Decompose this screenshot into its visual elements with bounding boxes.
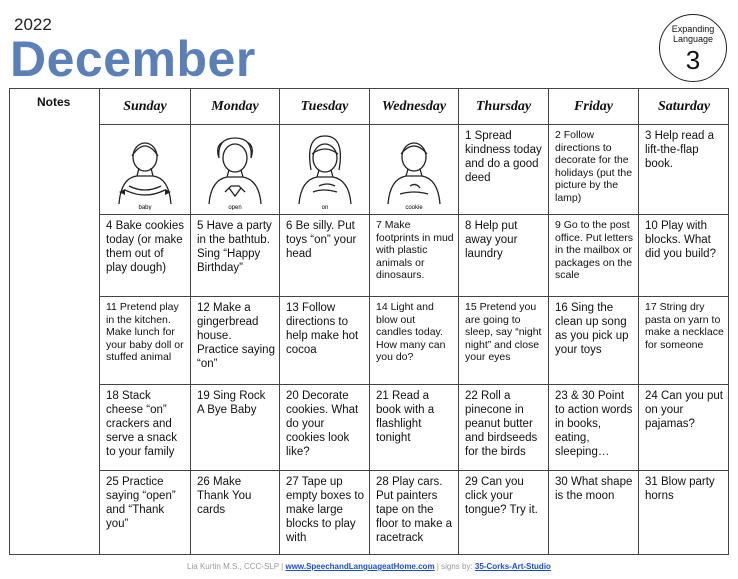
day-13: 13 Follow directions to help make hot cocoa	[280, 297, 370, 385]
day-4: 4 Bake cookies today (or make them out of play dough)	[100, 215, 191, 297]
footer-separator: |	[281, 562, 284, 571]
sign-baby-cell	[100, 125, 191, 215]
sign-on-illustration	[285, 130, 365, 210]
notes-column	[10, 89, 100, 554]
day-header-tuesday: Tuesday	[280, 89, 370, 125]
day-1: 1 Spread kindness today and do a good deed	[459, 125, 549, 215]
badge-line2: Language	[672, 34, 714, 44]
day-5: 5 Have a party in the bathtub. Sing “Happy Birthday”	[191, 215, 280, 297]
day-28: 28 Play cars. Put painters tape on the floor to make a racetrack	[370, 471, 459, 554]
day-16: 16 Sing the clean up song as you pick up your toys	[549, 297, 639, 385]
footer-author: Lia Kurtin M.S., CCC-SLP	[187, 562, 279, 571]
day-18: 18 Stack cheese “on” crackers and serve a snack to your family	[100, 385, 191, 471]
day-11: 11 Pretend play in the kitchen. Make lunch for your baby doll or stuffed animal	[100, 297, 191, 385]
day-6: 6 Be silly. Put toys “on” your head	[280, 215, 370, 297]
sign-label-open: open	[228, 204, 242, 210]
day-30: 30 What shape is the moon	[549, 471, 639, 554]
day-header-thursday: Thursday	[459, 89, 549, 125]
month-title: December	[10, 31, 256, 87]
day-27: 27 Tape up empty boxes to make large blocks to play with	[280, 471, 370, 554]
day-header-wednesday: Wednesday	[370, 89, 459, 125]
sign-label-on: on	[321, 204, 328, 210]
day-26: 26 Make Thank You cards	[191, 471, 280, 554]
day-20: 20 Decorate cookies. What do your cookies look like?	[280, 385, 370, 471]
day-19: 19 Sing Rock A Bye Baby	[191, 385, 280, 471]
day-22: 22 Roll a pinecone in peanut butter and birdseeds for the birds	[459, 385, 549, 471]
day-29: 29 Can you click your tongue? Try it.	[459, 471, 549, 554]
footer-website-link[interactable]: www.SpeechandLanguageatHome.com	[285, 562, 435, 571]
badge-number: 3	[685, 45, 701, 75]
day-header-sunday: Sunday	[100, 89, 191, 125]
day-17: 17 String dry pasta on yarn to make a necklace for someone	[639, 297, 729, 385]
day-23: 23 & 30 Point to action words in books, eating, sleeping…	[549, 385, 639, 471]
day-header-saturday: Saturday	[639, 89, 729, 125]
day-12: 12 Make a gingerbread house. Practice saying “on”	[191, 297, 280, 385]
sign-on-cell	[280, 125, 370, 215]
calendar	[9, 88, 729, 555]
sign-open-cell	[191, 125, 280, 215]
day-8: 8 Help put away your laundry	[459, 215, 549, 297]
footer-separator: |	[436, 562, 439, 571]
year: 2022	[14, 15, 52, 34]
day-31: 31 Blow party horns	[645, 476, 715, 502]
footer	[0, 562, 738, 571]
day-21: 21 Read a book with a flashlight tonight	[370, 385, 459, 471]
notes-label: Notes	[37, 95, 71, 109]
day-header-friday: Friday	[549, 89, 639, 125]
day-14: 14 Light and blow out candles today. How many can you do?	[370, 297, 459, 385]
calendar-grid	[100, 89, 729, 554]
sign-baby-illustration	[105, 130, 185, 210]
day-15: 15 Pretend you are going to sleep, say “night night” and close your eyes	[459, 297, 549, 385]
footer-signs-by-label: signs by:	[441, 562, 473, 571]
sign-label-cookie: cookie	[405, 204, 423, 210]
sign-open-illustration	[195, 130, 275, 210]
sign-cookie-cell	[370, 125, 459, 215]
footer-signs-link[interactable]: 35-Corks-Art-Studio	[474, 562, 551, 571]
sign-label-baby: baby	[138, 204, 152, 210]
expanding-language-badge	[659, 14, 727, 82]
day-7: 7 Make footprints in mud with plastic animals or dinosaurs.	[370, 215, 459, 297]
day-25: 25 Practice saying “open” and “Thank you”	[100, 471, 191, 554]
badge-line1: Expanding	[671, 24, 715, 34]
day-3: 3 Help read a lift-the-flap book.	[639, 125, 729, 215]
sign-cookie-illustration	[374, 130, 454, 210]
day-header-monday: Monday	[191, 89, 280, 125]
day-10: 10 Play with blocks. What did you build?	[639, 215, 729, 297]
day-9: 9 Go to the post office. Put letters in the mailbox or packages on the scale	[549, 215, 639, 297]
day-2: 2 Follow directions to decorate for the holidays (put the picture by the lamp)	[549, 125, 639, 215]
day-24: 24 Can you put on your pajamas?	[639, 385, 729, 471]
